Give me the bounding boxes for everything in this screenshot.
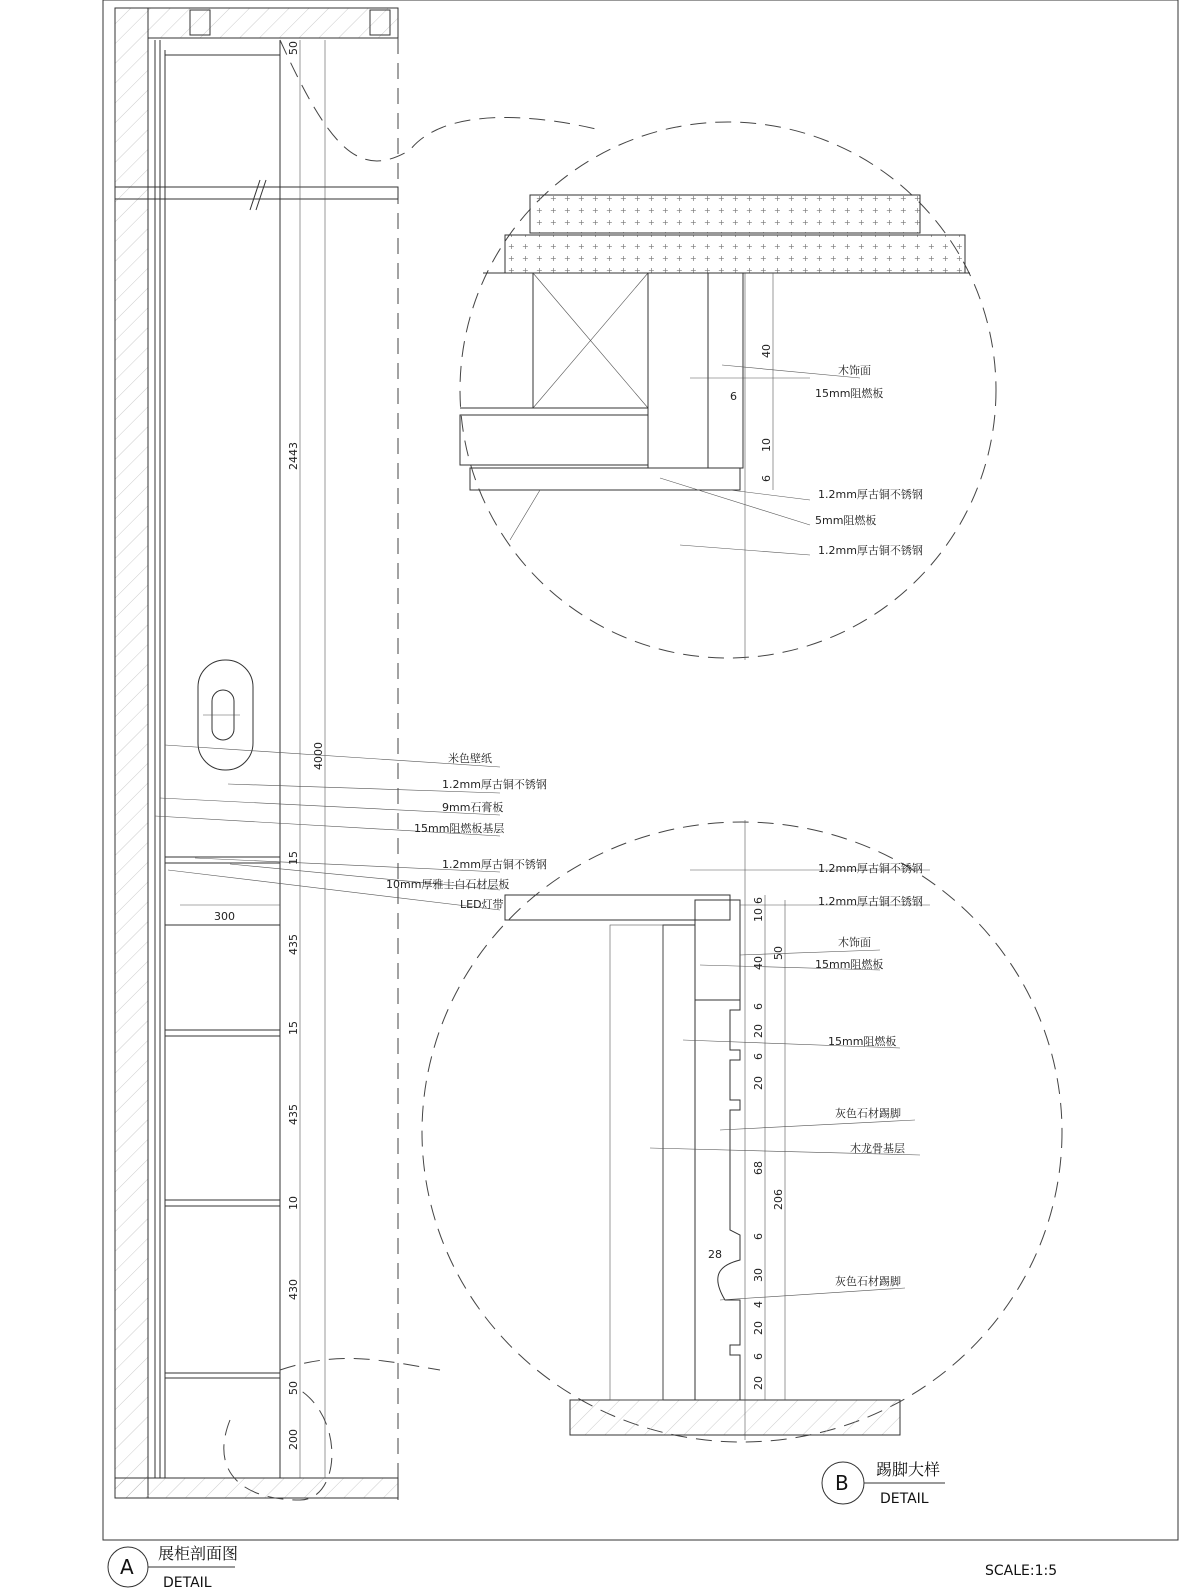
dim-text: 6 bbox=[752, 1233, 765, 1240]
material-label: 1.2mm厚古铜不锈钢 bbox=[818, 488, 923, 501]
material-label: 木饰面 bbox=[838, 364, 871, 377]
dim-text: 50 bbox=[287, 41, 300, 55]
wood-face bbox=[695, 900, 740, 1000]
stone-layer bbox=[530, 195, 920, 233]
stone-shelf bbox=[470, 468, 740, 490]
callout-top bbox=[280, 40, 600, 161]
dim-text: 50 bbox=[287, 1381, 300, 1395]
dim-text: 2443 bbox=[287, 442, 300, 470]
leader bbox=[730, 490, 810, 500]
leader bbox=[720, 1120, 915, 1130]
material-label: 1.2mm厚古铜不锈钢 bbox=[442, 858, 547, 871]
stone-skirting bbox=[695, 1000, 740, 1400]
material-label: 10mm厚雅士白石材层板 bbox=[386, 878, 510, 891]
ref-line bbox=[510, 490, 540, 540]
detail-title: 踢脚大样 bbox=[876, 1460, 941, 1479]
dim-text: 68 bbox=[752, 1161, 765, 1175]
material-label: 15mm阻燃板 bbox=[815, 958, 884, 971]
material-label: 米色壁纸 bbox=[448, 752, 492, 765]
dim-text: 10 bbox=[287, 1196, 300, 1210]
dim-text: 435 bbox=[287, 1104, 300, 1125]
section-subtitle: DETAIL bbox=[163, 1575, 212, 1591]
glass-display bbox=[165, 55, 280, 1373]
floor bbox=[115, 1478, 398, 1498]
material-label: 1.2mm厚古铜不锈钢 bbox=[818, 544, 923, 557]
material-label: 1.2mm厚古铜不锈钢 bbox=[442, 778, 547, 791]
shelf bbox=[165, 1030, 280, 1036]
material-label: 灰色石材踢脚 bbox=[835, 1107, 901, 1120]
material-label: 1.2mm厚古铜不锈钢 bbox=[818, 862, 923, 875]
dim-text: 40 bbox=[752, 956, 765, 970]
break-mark bbox=[256, 180, 266, 210]
stone-layer bbox=[505, 235, 965, 273]
dim-text: 28 bbox=[708, 1248, 722, 1261]
detail-subtitle: DETAIL bbox=[880, 1491, 929, 1507]
leader bbox=[720, 1288, 905, 1300]
material-label: 木龙骨基层 bbox=[850, 1142, 905, 1155]
wood-face bbox=[708, 273, 743, 468]
dim-text: 200 bbox=[287, 1429, 300, 1450]
dim-text: 15 bbox=[287, 1021, 300, 1035]
detail-top bbox=[460, 122, 996, 660]
dim-text: 20 bbox=[752, 1376, 765, 1390]
board bbox=[663, 925, 695, 1400]
dim-text: 6 bbox=[730, 390, 737, 403]
dim-text: 20 bbox=[752, 1076, 765, 1090]
material-label: 1.2mm厚古铜不锈钢 bbox=[818, 895, 923, 908]
dim-text: 40 bbox=[760, 344, 773, 358]
break-mark bbox=[250, 180, 260, 210]
dim-text: 6 bbox=[752, 1353, 765, 1360]
material-label: 5mm阻燃板 bbox=[815, 514, 877, 527]
dim-text: 20 bbox=[752, 1321, 765, 1335]
frame-box bbox=[610, 925, 663, 1400]
stone-shelf bbox=[505, 895, 730, 920]
dim-text: 10 bbox=[752, 908, 765, 922]
dim-text: 6 bbox=[752, 897, 765, 904]
title-b bbox=[822, 1460, 945, 1507]
dim-text: 4 bbox=[752, 1301, 765, 1308]
dim-text: 10 bbox=[760, 438, 773, 452]
material-label: LED灯带 bbox=[460, 898, 504, 911]
dim-text: 30 bbox=[752, 1268, 765, 1282]
dim-text: 6 bbox=[752, 1003, 765, 1010]
leader bbox=[740, 950, 880, 955]
shelf bbox=[165, 857, 280, 863]
dim-text: 4000 bbox=[312, 742, 325, 770]
wall-hatch bbox=[115, 8, 148, 1498]
material-label: 木饰面 bbox=[838, 936, 871, 949]
material-label: 15mm阻燃板 bbox=[815, 387, 884, 400]
section-title: 展柜剖面图 bbox=[158, 1544, 239, 1563]
shelf-core bbox=[460, 415, 648, 465]
title-a bbox=[108, 1544, 238, 1591]
dim-text: 20 bbox=[752, 1024, 765, 1038]
dim-text: 430 bbox=[287, 1279, 300, 1300]
cross-beam bbox=[115, 187, 398, 199]
material-label: 9mm石膏板 bbox=[442, 801, 504, 814]
dim-text: 206 bbox=[772, 1189, 785, 1210]
marker-letter: B bbox=[835, 1471, 849, 1495]
material-label: 15mm阻燃板 bbox=[828, 1035, 897, 1048]
marker-letter: A bbox=[120, 1555, 134, 1579]
ceiling bbox=[148, 8, 398, 38]
dim-text: 6 bbox=[760, 475, 773, 482]
dim-text: 50 bbox=[772, 946, 785, 960]
leader bbox=[660, 478, 810, 525]
floor bbox=[570, 1400, 900, 1435]
material-label: 灰色石材踢脚 bbox=[835, 1275, 901, 1288]
plinth bbox=[165, 1378, 280, 1478]
dim-text: 435 bbox=[287, 934, 300, 955]
scale-label: SCALE:1:5 bbox=[985, 1563, 1058, 1579]
dim-text: 15 bbox=[287, 851, 300, 865]
board bbox=[648, 273, 708, 468]
detail-b bbox=[422, 820, 1062, 1442]
detail-circle bbox=[422, 822, 1062, 1442]
material-label: 15mm阻燃板基层 bbox=[414, 822, 505, 835]
section-a bbox=[115, 8, 600, 1500]
dim-text: 6 bbox=[752, 1053, 765, 1060]
dim-text: 300 bbox=[214, 910, 235, 923]
shelf bbox=[165, 1200, 280, 1206]
